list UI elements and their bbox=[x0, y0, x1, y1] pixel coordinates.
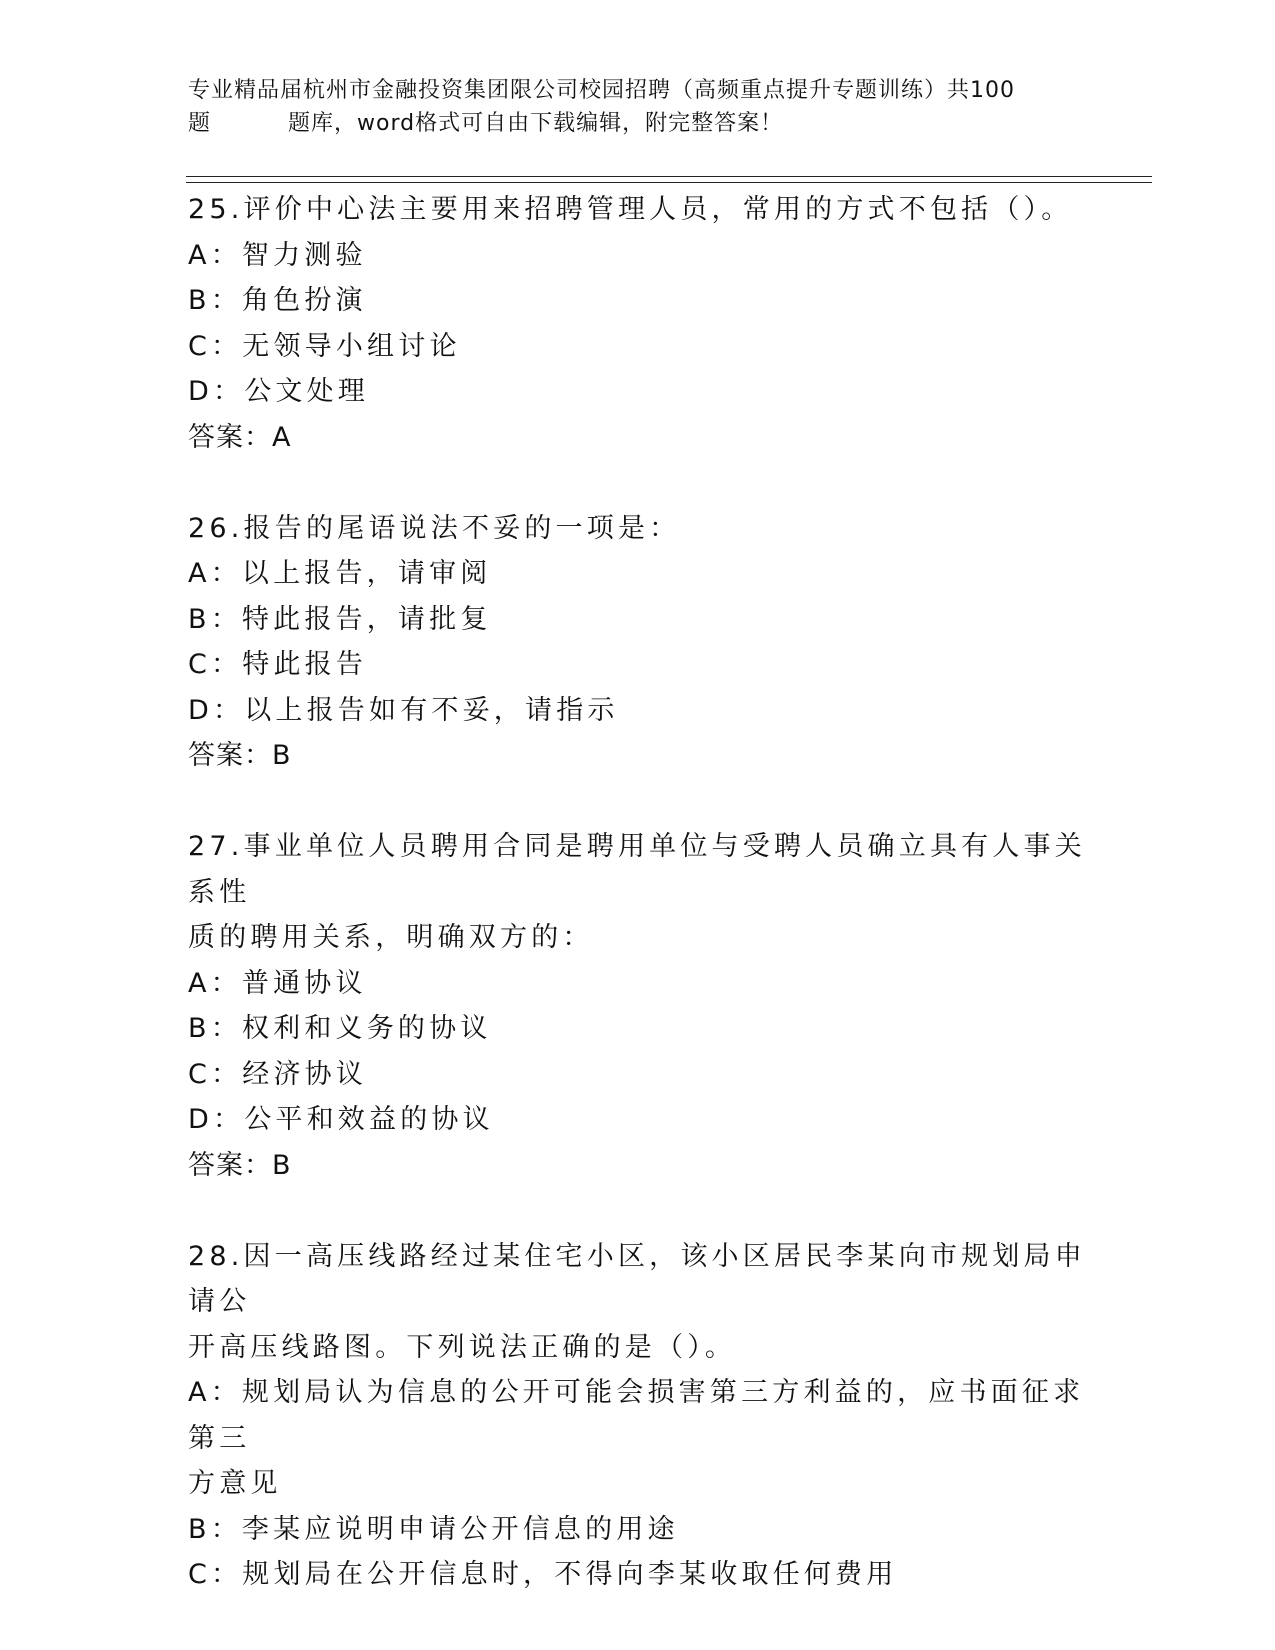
answer-option: C：无领导小组讨论 bbox=[188, 330, 461, 362]
answer-key: 答案：A bbox=[188, 421, 292, 453]
question-block bbox=[188, 187, 1088, 460]
question-gap bbox=[188, 1188, 1088, 1234]
answer-option: D：以上报告如有不妥，请指示 bbox=[188, 694, 619, 726]
question-stem-line: 开高压线路图。下列说法正确的是（）。 bbox=[188, 1331, 737, 1363]
answer-option: C：经济协议 bbox=[188, 1058, 368, 1090]
question-stem-line: 25.评价中心法主要用来招聘管理人员，常用的方式不包括（）。 bbox=[188, 194, 1073, 225]
header-line-1: 专业精品届杭州市金融投资集团限公司校园招聘（高频重点提升专题训练）共100 bbox=[188, 78, 1015, 103]
answer-option: A：普通协议 bbox=[188, 967, 367, 999]
answer-option: D：公平和效益的协议 bbox=[188, 1104, 494, 1135]
question-stem-line: 26.报告的尾语说法不妥的一项是： bbox=[188, 512, 681, 544]
question-block bbox=[188, 1234, 1088, 1598]
question-block bbox=[188, 824, 1088, 1188]
answer-option: B：角色扮演 bbox=[188, 285, 367, 316]
header-line-2-rest: 题库，word格式可自由下载编辑，附完整答案！ bbox=[288, 111, 784, 136]
answer-key: 答案：B bbox=[188, 740, 292, 771]
answer-option: B：权利和义务的协议 bbox=[188, 1013, 492, 1044]
header-line-2-lead: 题 bbox=[188, 111, 212, 136]
header-line-2 bbox=[188, 107, 1088, 140]
question-gap bbox=[188, 779, 1088, 825]
header-divider-bottom bbox=[186, 182, 1152, 183]
question-gap bbox=[188, 460, 1088, 506]
answer-option: A：智力测验 bbox=[188, 239, 367, 271]
answer-option: C：特此报告 bbox=[188, 649, 368, 680]
answer-option: A：以上报告，请审阅 bbox=[188, 558, 492, 589]
answer-option: B：李某应说明申请公开信息的用途 bbox=[188, 1513, 679, 1545]
answer-option: D：公文处理 bbox=[188, 376, 369, 407]
answer-option: A：规划局认为信息的公开可能会损害第三方利益的，应书面征求第三 bbox=[188, 1377, 1085, 1454]
answer-key: 答案：B bbox=[188, 1149, 292, 1181]
answer-option: B：特此报告，请批复 bbox=[188, 603, 492, 635]
answer-option: 方意见 bbox=[188, 1468, 282, 1499]
answer-option: C：规划局在公开信息时，不得向李某收取任何费用 bbox=[188, 1559, 898, 1590]
question-stem-line: 28.因一高压线路经过某住宅小区，该小区居民李某向市规划局申请公 bbox=[188, 1240, 1086, 1317]
question-block bbox=[188, 506, 1088, 779]
document-header bbox=[188, 74, 1088, 140]
question-list bbox=[188, 187, 1088, 1598]
header-divider-top bbox=[186, 176, 1152, 177]
question-stem-line: 质的聘用关系，明确双方的： bbox=[188, 922, 594, 953]
question-stem-line: 27.事业单位人员聘用合同是聘用单位与受聘人员确立具有人事关系性 bbox=[188, 831, 1086, 908]
